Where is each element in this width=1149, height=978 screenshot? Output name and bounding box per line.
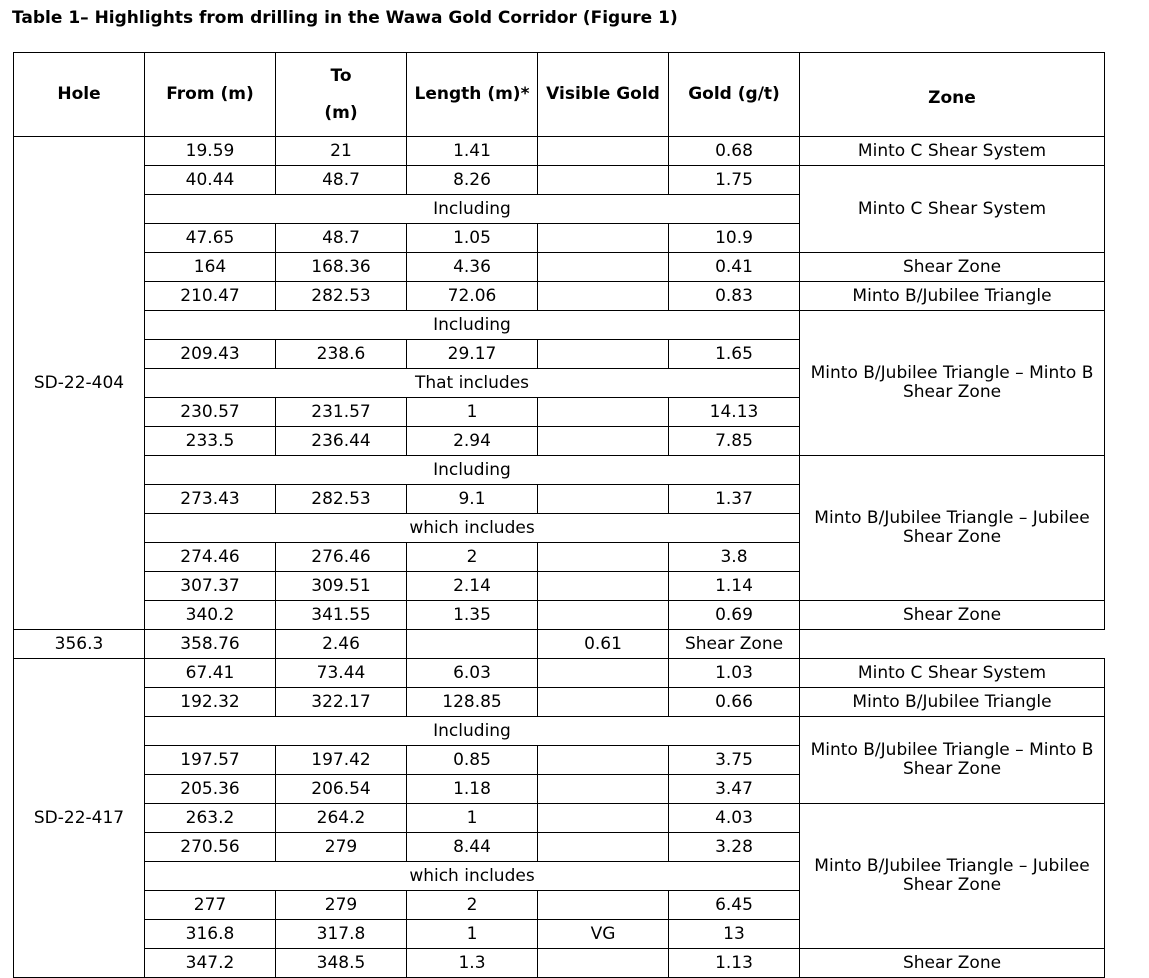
zone-cell: Minto C Shear System — [800, 659, 1105, 688]
header-gold: Gold (g/t) — [669, 53, 800, 137]
table-row — [14, 282, 1105, 311]
gold-cell: 6.45 — [669, 891, 800, 920]
zone-cell: Shear Zone — [800, 949, 1105, 978]
sub-label-row — [14, 311, 1105, 340]
to-cell: 309.51 — [276, 572, 407, 601]
to-cell: 341.55 — [276, 601, 407, 630]
table-row — [14, 166, 1105, 195]
gold-cell: 1.37 — [669, 485, 800, 514]
from-cell: 273.43 — [145, 485, 276, 514]
length-cell: 72.06 — [407, 282, 538, 311]
header-to-line1: To — [330, 65, 352, 86]
length-cell: 4.36 — [407, 253, 538, 282]
header-from: From (m) — [145, 53, 276, 137]
gold-cell: 3.28 — [669, 833, 800, 862]
to-cell: 348.5 — [276, 949, 407, 978]
table-row — [14, 630, 1105, 659]
to-cell: 282.53 — [276, 282, 407, 311]
visible-gold-cell — [407, 630, 538, 659]
visible-gold-cell — [538, 949, 669, 978]
to-cell: 168.36 — [276, 253, 407, 282]
visible-gold-cell — [538, 572, 669, 601]
zone-cell: Minto B/Jubilee Triangle – Jubilee Shear Zone — [800, 804, 1105, 949]
visible-gold-cell — [538, 485, 669, 514]
from-cell: 47.65 — [145, 224, 276, 253]
gold-cell: 0.68 — [669, 137, 800, 166]
to-cell: 231.57 — [276, 398, 407, 427]
from-cell: 340.2 — [145, 601, 276, 630]
visible-gold-cell — [538, 427, 669, 456]
gold-cell: 3.8 — [669, 543, 800, 572]
length-cell: 1 — [407, 804, 538, 833]
length-cell: 29.17 — [407, 340, 538, 369]
table-row — [14, 601, 1105, 630]
from-cell: 19.59 — [145, 137, 276, 166]
to-cell: 236.44 — [276, 427, 407, 456]
header-hole: Hole — [14, 53, 145, 137]
table-row — [14, 659, 1105, 688]
zone-cell: Minto C Shear System — [800, 137, 1105, 166]
zone-cell: Minto B/Jubilee Triangle — [800, 282, 1105, 311]
visible-gold-cell — [538, 166, 669, 195]
from-cell: 67.41 — [145, 659, 276, 688]
header-to-line2: (m) — [324, 102, 358, 123]
to-cell: 206.54 — [276, 775, 407, 804]
gold-cell: 3.47 — [669, 775, 800, 804]
sub-label: That includes — [145, 369, 800, 398]
gold-cell: 13 — [669, 920, 800, 949]
to-cell: 282.53 — [276, 485, 407, 514]
table-row — [14, 137, 1105, 166]
visible-gold-cell — [538, 688, 669, 717]
from-cell: 205.36 — [145, 775, 276, 804]
table-row — [14, 804, 1105, 833]
header-length: Length (m)* — [407, 53, 538, 137]
sub-label: which includes — [145, 514, 800, 543]
visible-gold-cell — [538, 833, 669, 862]
length-cell: 2 — [407, 543, 538, 572]
sub-label: Including — [145, 456, 800, 485]
visible-gold-cell — [538, 398, 669, 427]
gold-cell: 1.65 — [669, 340, 800, 369]
gold-cell: 14.13 — [669, 398, 800, 427]
sub-label: Including — [145, 195, 800, 224]
visible-gold-cell: VG — [538, 920, 669, 949]
length-cell: 8.44 — [407, 833, 538, 862]
visible-gold-cell — [538, 891, 669, 920]
to-cell: 197.42 — [276, 746, 407, 775]
gold-cell: 0.83 — [669, 282, 800, 311]
gold-cell: 7.85 — [669, 427, 800, 456]
from-cell: 270.56 — [145, 833, 276, 862]
to-cell: 358.76 — [145, 630, 276, 659]
header-row — [14, 53, 1105, 137]
visible-gold-cell — [538, 746, 669, 775]
table-row — [14, 949, 1105, 978]
zone-cell: Minto B/Jubilee Triangle – Minto B Shear Zone — [800, 311, 1105, 456]
gold-cell: 10.9 — [669, 224, 800, 253]
length-cell: 6.03 — [407, 659, 538, 688]
zone-cell: Minto B/Jubilee Triangle – Jubilee Shear Zone — [800, 456, 1105, 601]
gold-cell: 1.14 — [669, 572, 800, 601]
to-cell: 21 — [276, 137, 407, 166]
length-cell: 128.85 — [407, 688, 538, 717]
from-cell: 277 — [145, 891, 276, 920]
drilling-table — [13, 52, 1105, 978]
from-cell: 316.8 — [145, 920, 276, 949]
from-cell: 40.44 — [145, 166, 276, 195]
length-cell: 2 — [407, 891, 538, 920]
from-cell: 274.46 — [145, 543, 276, 572]
gold-cell: 4.03 — [669, 804, 800, 833]
from-cell: 233.5 — [145, 427, 276, 456]
length-cell: 1.35 — [407, 601, 538, 630]
visible-gold-cell — [538, 775, 669, 804]
length-cell: 2.14 — [407, 572, 538, 601]
gold-cell: 1.75 — [669, 166, 800, 195]
sub-label: Including — [145, 311, 800, 340]
gold-cell: 1.03 — [669, 659, 800, 688]
sub-label: Including — [145, 717, 800, 746]
zone-cell: Minto C Shear System — [800, 166, 1105, 253]
hole-id: SD-22-404 — [14, 137, 145, 630]
from-cell: 263.2 — [145, 804, 276, 833]
to-cell: 48.7 — [276, 224, 407, 253]
header-zone: Zone — [800, 53, 1105, 137]
gold-cell: 0.61 — [538, 630, 669, 659]
length-cell: 9.1 — [407, 485, 538, 514]
to-cell: 279 — [276, 833, 407, 862]
zone-cell: Shear Zone — [669, 630, 800, 659]
zone-cell: Minto B/Jubilee Triangle – Minto B Shear Zone — [800, 717, 1105, 804]
sub-label-row — [14, 717, 1105, 746]
visible-gold-cell — [538, 659, 669, 688]
from-cell: 192.32 — [145, 688, 276, 717]
length-cell: 1.3 — [407, 949, 538, 978]
visible-gold-cell — [538, 543, 669, 572]
zone-cell: Shear Zone — [800, 253, 1105, 282]
length-cell: 1.41 — [407, 137, 538, 166]
to-cell: 48.7 — [276, 166, 407, 195]
from-cell: 347.2 — [145, 949, 276, 978]
sub-label-row — [14, 456, 1105, 485]
visible-gold-cell — [538, 137, 669, 166]
gold-cell: 0.41 — [669, 253, 800, 282]
header-to — [276, 53, 407, 137]
length-cell: 0.85 — [407, 746, 538, 775]
from-cell: 230.57 — [145, 398, 276, 427]
from-cell: 356.3 — [14, 630, 145, 659]
visible-gold-cell — [538, 224, 669, 253]
visible-gold-cell — [538, 340, 669, 369]
to-cell: 322.17 — [276, 688, 407, 717]
to-cell: 73.44 — [276, 659, 407, 688]
length-cell: 1.18 — [407, 775, 538, 804]
visible-gold-cell — [538, 282, 669, 311]
header-visible-gold: Visible Gold — [538, 53, 669, 137]
gold-cell: 0.66 — [669, 688, 800, 717]
gold-cell: 3.75 — [669, 746, 800, 775]
sub-label: which includes — [145, 862, 800, 891]
visible-gold-cell — [538, 804, 669, 833]
zone-cell: Minto B/Jubilee Triangle — [800, 688, 1105, 717]
length-cell: 2.46 — [276, 630, 407, 659]
visible-gold-cell — [538, 253, 669, 282]
hole-id: SD-22-417 — [14, 659, 145, 978]
to-cell: 317.8 — [276, 920, 407, 949]
to-cell: 238.6 — [276, 340, 407, 369]
length-cell: 8.26 — [407, 166, 538, 195]
length-cell: 1 — [407, 398, 538, 427]
length-cell: 1.05 — [407, 224, 538, 253]
table-row — [14, 253, 1105, 282]
to-cell: 276.46 — [276, 543, 407, 572]
length-cell: 2.94 — [407, 427, 538, 456]
from-cell: 209.43 — [145, 340, 276, 369]
from-cell: 210.47 — [145, 282, 276, 311]
length-cell: 1 — [407, 920, 538, 949]
visible-gold-cell — [538, 601, 669, 630]
to-cell: 264.2 — [276, 804, 407, 833]
table-title: Table 1– Highlights from drilling in the Wawa Gold Corridor (Figure 1) — [12, 8, 678, 28]
zone-cell: Shear Zone — [800, 601, 1105, 630]
gold-cell: 1.13 — [669, 949, 800, 978]
gold-cell: 0.69 — [669, 601, 800, 630]
from-cell: 307.37 — [145, 572, 276, 601]
from-cell: 197.57 — [145, 746, 276, 775]
to-cell: 279 — [276, 891, 407, 920]
from-cell: 164 — [145, 253, 276, 282]
table-row — [14, 688, 1105, 717]
